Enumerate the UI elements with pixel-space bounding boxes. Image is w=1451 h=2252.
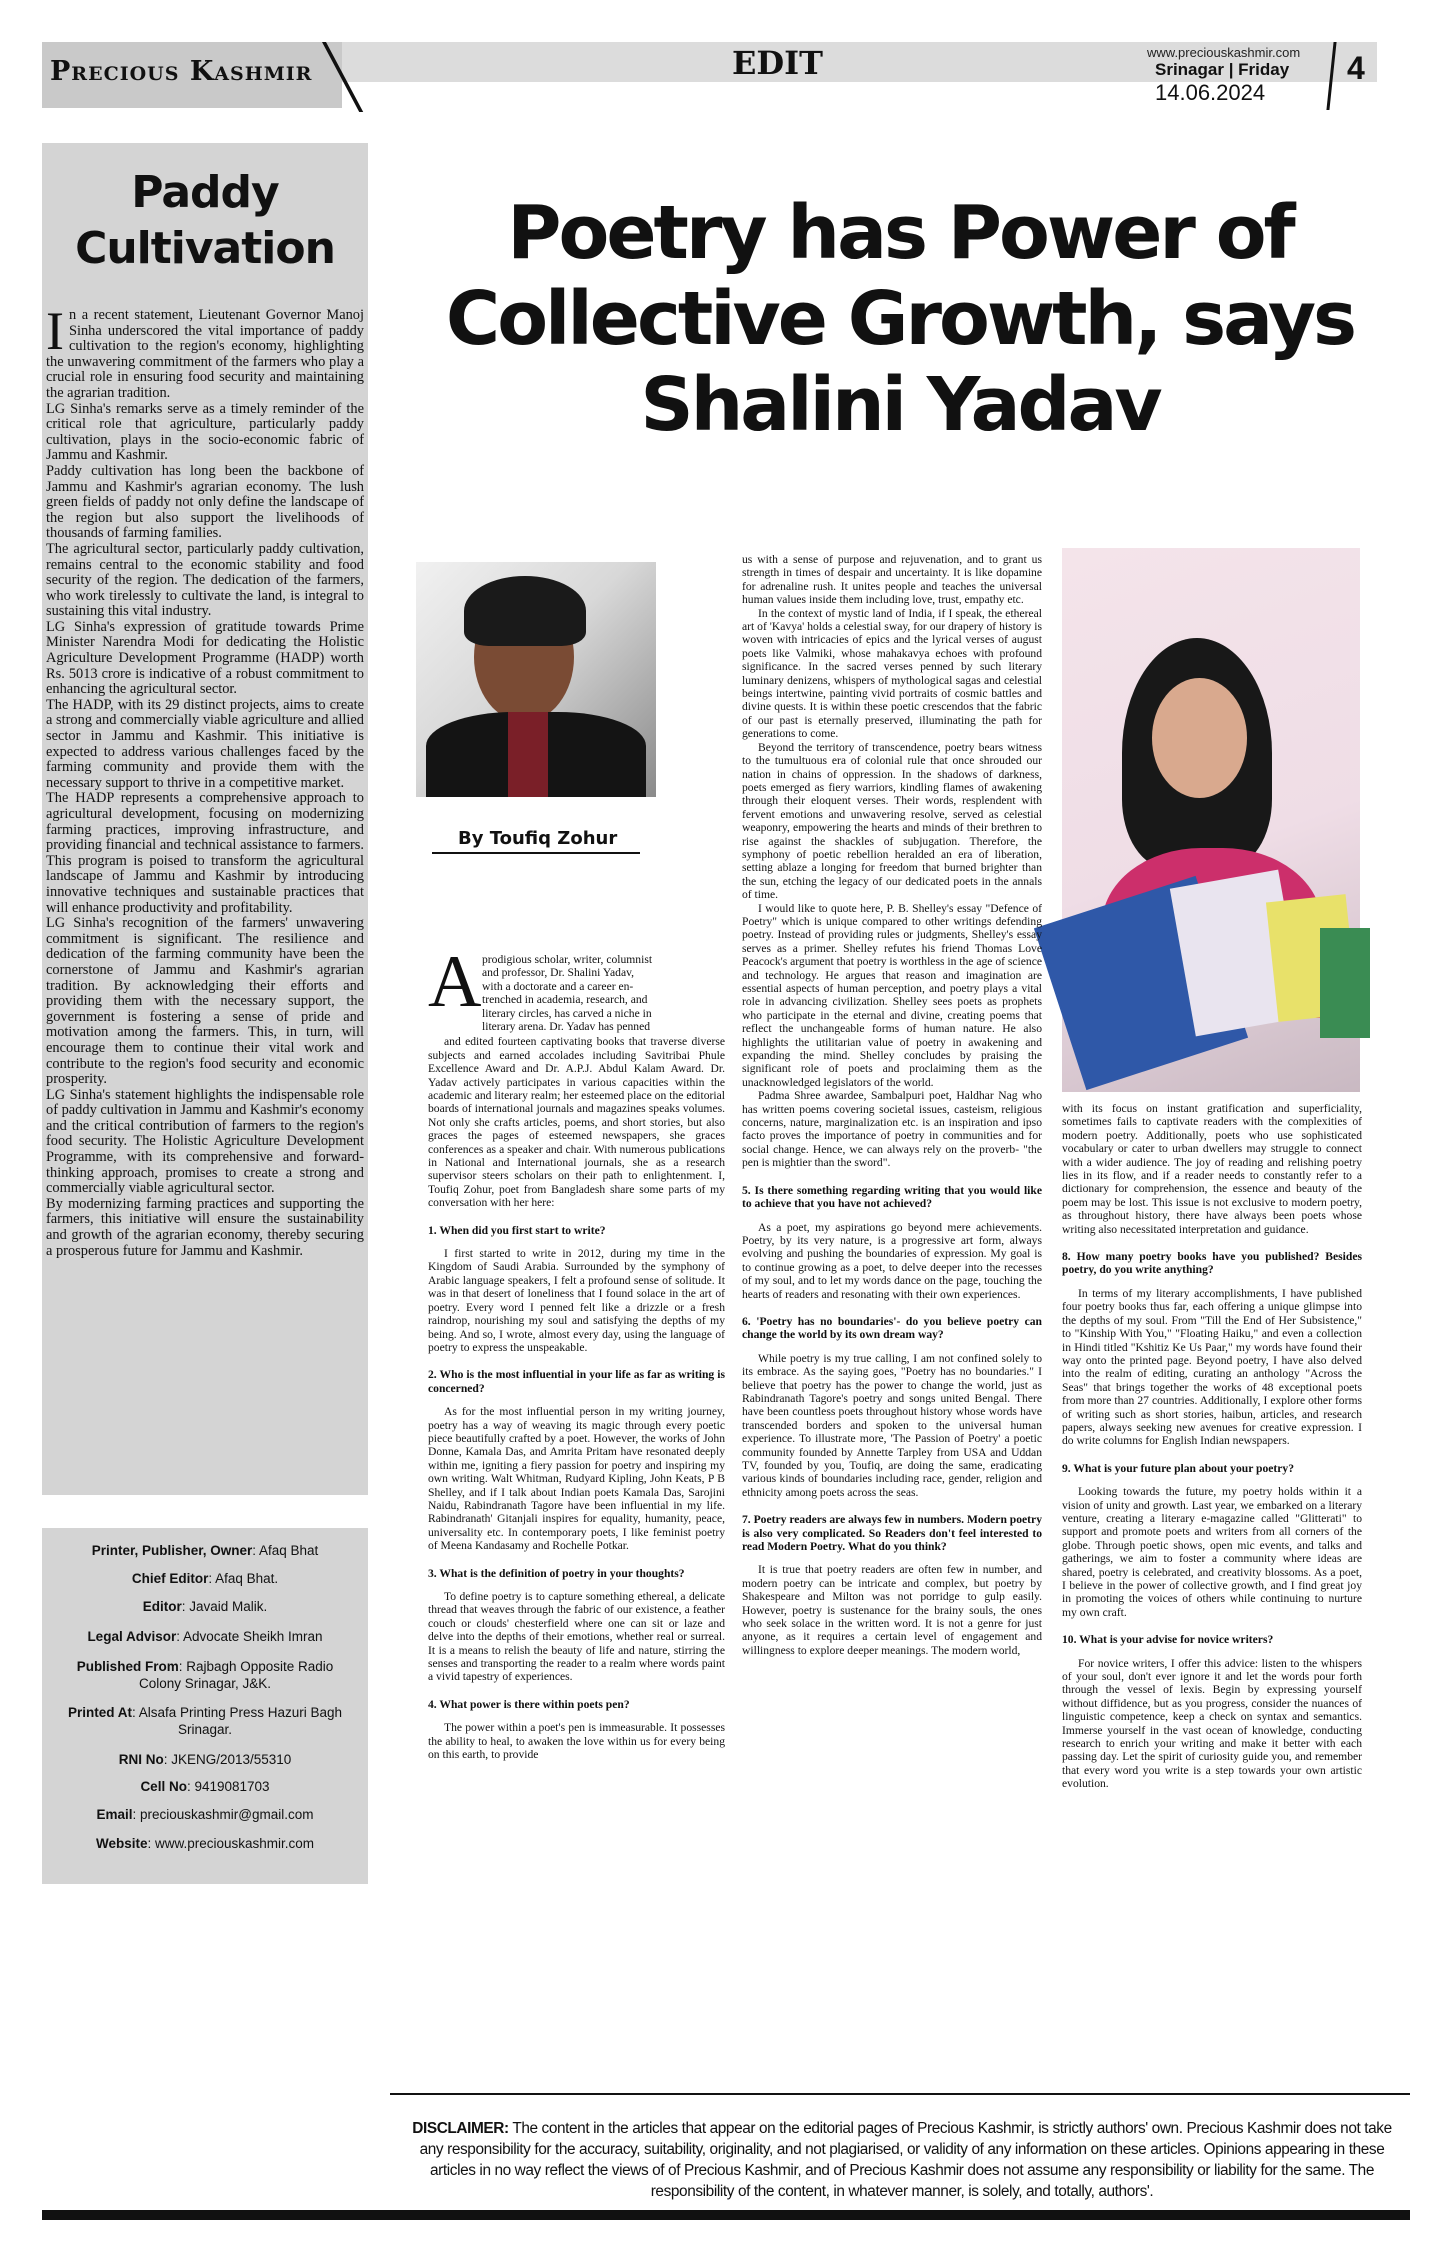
sidebar-dropcap: I xyxy=(46,301,64,361)
page-number: 4 xyxy=(1347,50,1365,86)
site-url: www.preciouskashmir.com xyxy=(1147,45,1301,60)
article-dropcap: A xyxy=(428,941,482,1023)
article-intro: prodigious scholar, writer, columnist and professor, Dr. Shalini Yadav, with a doctorate and a career en- trenched in academia, research, and literary circles, has carved a niche in literary arena. Dr. Yadav has penned xyxy=(428,953,725,1033)
imprint-legal: Legal Advisor: Advocate Sheikh Imran xyxy=(87,1629,323,1644)
article-paragraph: Beyond the territory of transcendence, poetry bears witness to the tumultuous era of colonial rule that once shrouded our nation in chains of oppression. In the shadows of darkness, poets emerged as fiery warriors, kindling flames of awakening through their eloquent verses. Their words, resplendent with fervent emotions and unwavering resolve, served as celestial weaponry, empowering the hearts and minds of their brethren to rise against the shackles of subjugation. Therefore, the symphony of poetic rebellion heralded an era of liberation, setting ablaze a longing for freedom that burned brighter than the sun, etching the legacy of our dedicated poets in the annals of time. xyxy=(742,740,1042,902)
subject-face xyxy=(1152,678,1247,798)
imprint-publisher: Printer, Publisher, Owner: Afaq Bhat xyxy=(91,1543,319,1558)
book-hindi-collection xyxy=(1320,928,1370,1038)
author-scarf xyxy=(508,712,548,797)
imprint-cell: Cell No: 9419081703 xyxy=(140,1779,270,1794)
sidebar-paragraph: The HADP represents a comprehensive approach to agricultural development, focusing on modernizing farming practices, improving infrastructure, and providing financial and technical assistance to farmers. This program is poised to transform the agricultural landscape of Jammu and Kashmir by introducing innovative techniques and sustainable practices that will enhance productivity and profitability. xyxy=(46,790,364,916)
sidebar-title-line2: Cultivation xyxy=(75,223,335,274)
question-heading: 1. When did you first start to write? xyxy=(428,1223,606,1237)
article-paragraph: While poetry is my true calling, I am not confined solely to its embrace. As the saying goes, "Poetry has no boundaries." I believe that poetry has the power to change the world, just as Rabindranath Tagore's poetry and songs united Bengal. There have been countless poets throughout history whose words have transcended borders and spoken to the universal human experience. To illustrate more, 'The Passion of Poetry' a poetic community founded by Annette Tarpley from USA and Uddan TV, founded by you, Toufiq, are doing the same, eradicating various kinds of boundaries including race, gender, religion and ethnicity among poets across the seas. xyxy=(742,1351,1042,1499)
sidebar-paragraph: LG Sinha's recognition of the farmers' unwavering commitment is significant. The resilience and dedication of the farming community have been the cornerstone of Jammu and Kashmir's agrarian tradition. By acknowledging their efforts and providing them with the necessary support, the government is fostering a sense of pride and motivation among the farmers. This, in turn, will encourage them to continue their vital work and contribute to the region's food security and economic prosperity. xyxy=(46,915,364,1088)
sidebar-paragraph: By modernizing farming practices and supporting the farmers, this initiative will ensure the sustainability and growth of the agrarian economy, thereby securing a prosperous future for Jammu and Kashmir. xyxy=(46,1195,364,1259)
intro-line: literary circles, has carved a niche in xyxy=(482,1006,652,1020)
question-heading: 10. What is your advise for novice writers? xyxy=(1062,1633,1274,1647)
question-heading: 7. Poetry readers are always few in numbers. Modern poetry is also very complicated. So Readers don't feel interested to read Modern Poetry. What do you think? xyxy=(742,1513,1042,1554)
imprint-chief-editor: Chief Editor: Afaq Bhat. xyxy=(131,1571,279,1586)
byline: By Toufiq Zohur xyxy=(458,828,618,849)
question-heading: 8. How many poetry books have you published? Besides poetry, do you write anything? xyxy=(1062,1250,1362,1277)
question-heading: 6. 'Poetry has no boundaries'- do you believe poetry can change the world by its own dream way? xyxy=(742,1314,1042,1342)
article-paragraph: with its focus on instant gratification and superficiality, sometimes fails to captivate readers with the complexities of modern poetry. Additionally, poets who use sophisticated vocabulary or cater to urban dwellers may struggle to connect with a wider audience. The joy of reading and relishing poetry lies in its flow, and if a reader needs to constantly refer to a dictionary for comprehension, the essence and beauty of the poem may be lost. This issue is not exclusive to modern poetry, as throughout history, there have always been poets whose writing also necessitated interpretation and guidance. xyxy=(1062,1102,1362,1236)
question-heading: 9. What is your future plan about your poetry? xyxy=(1062,1461,1295,1475)
sidebar-paragraph: The agricultural sector, particularly paddy cultivation, remains central to the economic stability and food security of the region. The dedication of the farmers, who work tirelessly to cultivate the land, is integral to sustaining this vital industry. xyxy=(46,540,364,620)
disclaimer-label: DISCLAIMER: xyxy=(412,2120,509,2137)
sidebar-paragraph: Paddy cultivation has long been the backbone of Jammu and Kashmir's agrarian economy. The lush green fields of paddy not only define the landscape of the region but also support the livelihoods of thousands of farming families. xyxy=(46,462,364,542)
subject-photo xyxy=(1062,548,1360,1092)
intro-line: literary arena. Dr. Yadav has penned xyxy=(482,1020,651,1034)
imprint-published: Published From: Rajbagh Opposite Radio xyxy=(76,1659,334,1674)
article-paragraph: Looking towards the future, my poetry holds within it a vision of unity and growth. Last year, we embarked on a literary venture, creating a literary e-magazine called "Glitterati" to support and promote poets and writers from all corners of the globe. Through poetic shows, open mic events, and talks and gatherings, we aim to foster a community where ideas are shared, poetry is celebrated, and creativity blossoms. As a poet, I believe in the power of collective growth, and I find great joy in promoting the voices of others while continuing to nurture my own craft. xyxy=(1062,1485,1362,1619)
article-column-1 xyxy=(428,1035,725,1761)
headline-line1: Poetry has Power of xyxy=(507,190,1293,276)
article-column-2 xyxy=(742,553,1042,1657)
headline-line3: Shalini Yadav xyxy=(640,362,1160,448)
headline-line2: Collective Growth, says xyxy=(445,276,1355,362)
masthead xyxy=(42,42,1395,108)
imprint-rni: RNI No: JKENG/2013/55310 xyxy=(118,1752,292,1767)
sidebar-paragraph: The HADP, with its 29 distinct projects, aims to create a strong and commercially viable agriculture and allied sector in Jammu and Kashmir. This initiative is expected to address various challenges faced by the farming community and provide them with the necessary support to thrive in a competitive market. xyxy=(46,696,364,791)
city-day: Srinagar | Friday xyxy=(1155,60,1290,79)
article-paragraph: The power within a poet's pen is immeasurable. It possesses the ability to heal, to awaken the love within us for every being on this earth, to provide xyxy=(428,1721,725,1762)
imprint-printed: Printed At: Alsafa Printing Press Hazuri Bagh xyxy=(67,1705,343,1720)
article-paragraph: I would like to quote here, P. B. Shelley's essay "Defence of Poetry" which is unique compared to other writings defending poetry. Instead of providing rules or judgments, Shelley's essay serves as a primer. Shelley refutes his friend Thomas Love Peacock's argument that poetry is worthless in the age of science and technology. He argues that reason and imagination are essential aspects of human perception, and poetry plays a vital role in advancing civilization. Shelley sees poets as prophets who participate in the eternal and divine, creating poems that reflect the unchangeable forms of human nature. He also highlights the utilitarian value of poetry in awakening and expanding the mind. Shelley concludes by praising the significant role of poets and proclaiming them as the unacknowledged legislators of the world. xyxy=(742,901,1042,1089)
article-headline xyxy=(400,190,1400,448)
bottom-rule xyxy=(42,2210,1410,2220)
disclaimer-text: The content in the articles that appear on the editorial pages of Precious Kashmir, is strictly authors' own. Precious Kashmir does not take any responsibility for the accuracy, suitability, originality, and not plagiarised, or validity of any information on these articles. Opinions appearing in these articles in no way reflect the views of of Precious Kashmir, and of Precious Kashmir does not assume any responsibility or liability for the same. The responsibility of the content, in whatever manner, is solely, and totally, authors'. xyxy=(419,2120,1392,2200)
question-heading: 2. Who is the most influential in your life as far as writing is concerned? xyxy=(428,1368,725,1395)
question-heading: 3. What is the definition of poetry in your thoughts? xyxy=(428,1566,685,1580)
sidebar-paragraph: LG Sinha's statement highlights the indispensable role of paddy cultivation in Jammu and Kashmir's economy and the critical contribution of farmers to the region's food security. The Holistic Agriculture Development Programme, with its comprehensive and forward-thinking approach, promises to create a strong and commercially viable agricultural sector. xyxy=(46,1086,364,1197)
article-paragraph: In terms of my literary accomplishments, I have published four poetry books thus far, each offering a unique glimpse into the depths of my soul. From "Till the End of Her Subsistence," to "Kinship With You," "Floating Haiku," and even a collection in Hindi titled "Kshitiz Ke Us Paar," my words have found their way onto the printed page. Beyond poetry, I have also delved into the realm of editing, curating an anthology "Across the Seas" that brings together the works of 48 exceptional poets from more than 27 countries. Additionally, I explore other forms of writing such as short stories, haibun, articles, and research papers, always seeking new avenues for creative expression. I do write columns for English Indian newspapers. xyxy=(1062,1286,1362,1448)
article-paragraph: It is true that poetry readers are often few in number, and modern poetry can be intricate and complex, but poetry by Shakespeare and Milton was not porridge to gulp easily. However, poetry is sustenance for the brainy souls, the ones who seek solace in the written word. It is not a genre for just anyone, as it requires a certain level of engagement and willingness to explore deeper meanings. The modern world, xyxy=(742,1563,1042,1657)
article-paragraph: Padma Shree awardee, Sambalpuri poet, Haldhar Nag who has written poems covering societal issues, casteism, religious concerns, nature, marginalization etc. is an inspiration and ipso facto proves the importance of poetry in communities and for social change. Hence, we can always rely on the proverb- "the pen is mightier than the sword". xyxy=(742,1089,1042,1170)
article-paragraph: and edited fourteen captivating books that traverse diverse subjects and earned accolades including Savitribai Phule Excellence Award and Dr. A.P.J. Abdul Kalam Award. Dr. Yadav actively participates in various capacities within the academic and literary realm; her esteemed place on the editorial boards of international journals and magazines speaks volumes. Not only she crafts articles, poems, and short stories, but also graces the pages of esteemed newspapers, she graces conferences as a speaker and chair. With numerous publications in National and International journals, she as a research supervisor steers scholars on their path to enlightenment. I, Toufiq Zohur, poet from Bangladesh share some parts of my conversation with her here: xyxy=(428,1035,725,1210)
article-paragraph: I first started to write in 2012, during my time in the Kingdom of Saudi Arabia. Surrounded by the symphony of Arabic language speakers, I felt a profound sense of solitude. It was in that desert of loneliness that I found solace in the art of poetry. Every word I penned felt like a drizzle or a fresh raindrop, nourishing my soul and satisfying the depths of my being. And so, I wrote, almost every day, using the language of poetry to express the unspeakable. xyxy=(428,1247,725,1354)
article-paragraph: us with a sense of purpose and rejuvenation, and to grant us strength in times of despair and uncertainty. It is like dopamine for adrenaline rush. It unites people and teaches the universal human values inside them including love, trust, empathy etc. xyxy=(742,553,1042,607)
imprint-box xyxy=(42,1528,368,1884)
disclaimer-rule xyxy=(390,2093,1410,2095)
section-title: EDIT xyxy=(732,44,823,82)
article-paragraph: As a poet, my aspirations go beyond mere achievements. Poetry, by its very nature, is a progressive art form, always evolving and pushing the boundaries of expression. My goal is to continue growing as a poet, to delve deeper into the recesses of my soul, and to let my words dance on the page, touching the hearts of readers and resonating with their own experiences. xyxy=(742,1220,1042,1301)
sidebar-body xyxy=(46,301,364,1259)
article-paragraph: For novice writers, I offer this advice: listen to the whispers of your soul, don't ever ignore it and let the words pour forth through the vessel of lexis. Begin by expressing yourself without diffidence, but as you progress, consider the nuances of linguistic competence, keep a check on syntax and semantics. Immerse yourself in the vast ocean of knowledge, conducting research to enrich your writing and make it better with each passing day. Let the spirit of curiosity guide you, and remember that every word you write is a step towards your own artistic evolution. xyxy=(1062,1656,1362,1791)
imprint-email: Email: preciouskashmir@gmail.com xyxy=(96,1807,314,1822)
sidebar-title xyxy=(42,165,368,277)
disclaimer xyxy=(402,2118,1402,2202)
article-paragraph: To define poetry is to capture something ethereal, a delicate thread that weaves through the fabric of our existence, a feather couch or clouds' chesterfield where one can sit or laze and delve into the depths of their emotions, whether real or surreal. It is a means to relish the beauty of life and nature, stirring the senses and transporting the reader to a realm where words paint a vivid tapestry of experiences. xyxy=(428,1590,725,1684)
imprint-published-cont: Colony Srinagar, J&K. xyxy=(138,1676,272,1691)
byline-rule xyxy=(432,852,640,854)
sidebar-paragraph: In a recent statement, Lieutenant Governor Manoj Sinha underscored the vital importance of paddy cultivation to the region's economy, highlighting the unwavering commitment of the farmers who play a crucial role in ensuring food security and maintaining the agrarian tradition. xyxy=(46,301,364,401)
imprint-editor: Editor: Javaid Malik. xyxy=(142,1599,268,1614)
issue-date: 14.06.2024 xyxy=(1155,80,1266,105)
sidebar-paragraph: LG Sinha's remarks serve as a timely reminder of the critical role that agriculture, particularly paddy cultivation, plays in the socio-economic fabric of Jammu and Kashmir. xyxy=(46,400,364,464)
sidebar-paragraph: LG Sinha's expression of gratitude towards Prime Minister Narendra Modi for dedicating the Holistic Agriculture Development Programme (HADP) worth Rs. 5013 crore is indicative of a robust commitment to enhancing the agricultural sector. xyxy=(46,618,364,698)
author-photo xyxy=(416,562,656,797)
article-paragraph: As for the most influential person in my writing journey, poetry has a way of weaving its magic through every poetic piece beautifully crafted by a poet. However, the works of John Donne, Kamala Das, and Amrita Pritam have resonated deeply within me, igniting a fiery passion for poetry and inspiring my own writing. Walt Whitman, Rudyard Kipling, John Keats, P B Shelley, and if I talk about Indian poets Kamala Das, Sarojini Naidu, Rabindranath Tagore have been influential in my life. Rabindranath' Gitanjali inspires for equality, humanity, peace, universality etc. In contemporary poets, I like feminist poetry of Meena Kandasamy and Rochelle Potkar. xyxy=(428,1405,725,1553)
sidebar-title-line1: Paddy xyxy=(131,167,279,218)
article-column-3 xyxy=(1062,1102,1362,1791)
question-heading: 4. What power is there within poets pen? xyxy=(428,1697,630,1711)
imprint-website: Website: www.preciouskashmir.com xyxy=(95,1836,315,1851)
sidebar-editorial xyxy=(42,143,368,1495)
brand-logo: Precious Kashmir xyxy=(50,56,313,87)
author-hair xyxy=(464,576,586,646)
imprint-printed-cont: Srinagar. xyxy=(177,1722,233,1737)
article-paragraph: In the context of mystic land of India, if I speak, the ethereal art of 'Kavya' holds a celestial sway, for our drapery of history is woven with intricacies of epics and the lyrical verses of august poets like Valmiki, whose mahakavya echoes with profound significance. In the sacred verses penned by such literary luminary denizens, whispers of mythological sagas and celestial beings intertwine, painting vivid portraits of cosmic battles and divine quests. It is within these poetic crescendos that the fabric of our past is eternally preserved, illuminating the path for generations to come. xyxy=(742,606,1042,741)
question-heading: 5. Is there something regarding writing that you would like to achieve that you have not achieved? xyxy=(742,1183,1042,1211)
